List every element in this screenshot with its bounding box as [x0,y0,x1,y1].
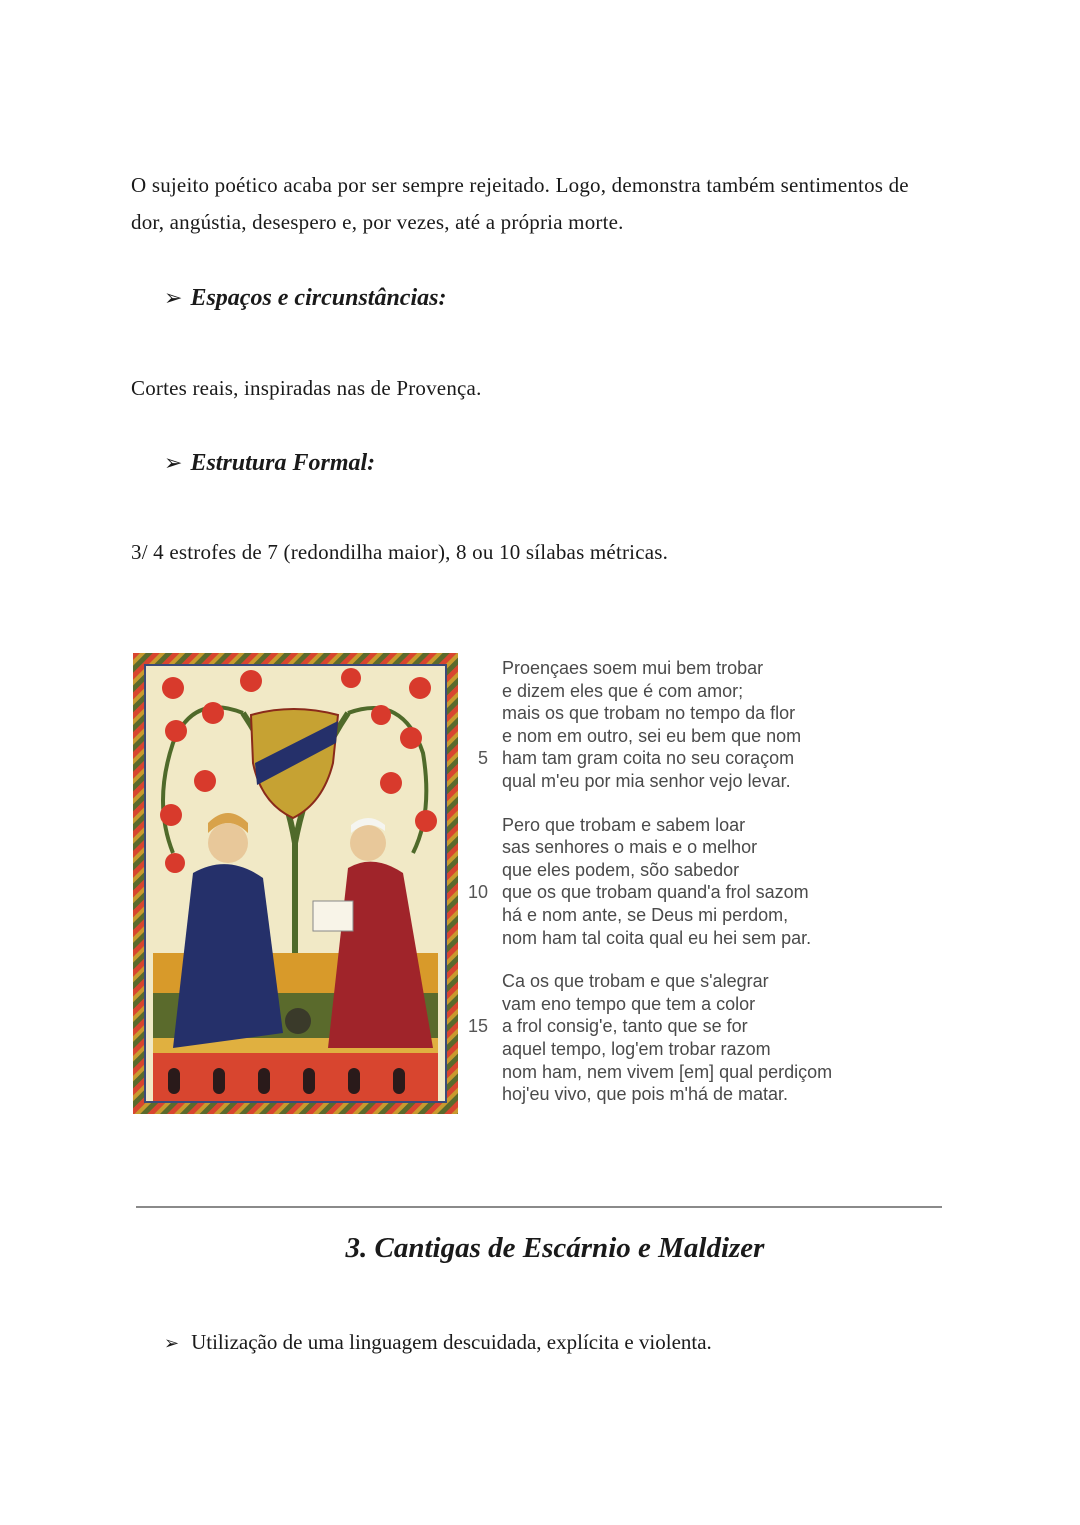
poem-line [466,1038,832,1061]
line-text: e dizem eles que é com amor; [502,680,744,701]
line-number [466,836,502,859]
poem-line [466,859,832,882]
poem-line [466,927,832,950]
poem-line [466,1015,832,1038]
line-number [466,680,502,703]
line-text: Pero que trobam e sabem loar [502,814,746,835]
poem-stanza [466,970,832,1106]
line-text: Proençaes soem mui bem trobar [502,658,764,678]
subheading-spaces [164,285,446,312]
line-number [466,1061,502,1084]
poem-line [466,881,832,904]
poem-line [466,1061,832,1084]
line-number [466,993,502,1016]
line-number: 5 [477,748,488,769]
formal-structure-paragraph: 3/ 4 estrofes de 7 (redondilha maior), 8 ou 10 sílabas métricas. [131,540,669,564]
line-text: sas senhores o mais e o melhor [502,837,758,858]
horizontal-divider [136,1206,942,1208]
subheading-text: Espaços e circunstâncias: [190,285,447,311]
line-number [466,657,502,680]
line-number [466,814,502,837]
line-number [466,1038,502,1061]
line-text: a frol consig'e, tanto que se for [502,1016,748,1037]
poem-line [466,657,832,680]
bullet-text: Utilização de uma linguagem descuidada, explícita e violenta. [191,1330,712,1354]
intro-paragraph: O sujeito poético acaba por ser sempre rejeitado. Logo, demonstra também sentimentos de dor, angústia, desespero e, por vezes, até a própria morte. [131,173,909,234]
line-number: 10 [467,882,488,903]
arrow-bullet-icon: ➢ [164,285,183,310]
line-text: mais os que trobam no tempo da flor [502,703,796,724]
line-text: há e nom ante, se Deus mi perdom, [502,904,789,925]
subheading-formal-structure [164,450,375,477]
poem-line [466,1083,832,1106]
arrow-bullet-icon: ➢ [164,1333,180,1353]
line-text: vam eno tempo que tem a color [502,993,756,1014]
line-text: que os que trobam quand'a frol sazom [502,882,809,903]
line-text: qual m'eu por mia senhor vejo levar. [502,770,791,791]
bullet-item [164,1330,712,1355]
line-number [466,770,502,793]
line-text: nom ham tal coita qual eu hei sem par. [502,927,812,948]
poem-line [466,747,832,770]
section-title: 3. Cantigas de Escárnio e Maldizer [345,1232,765,1264]
line-number [466,702,502,725]
arrow-bullet-icon: ➢ [164,450,183,475]
line-number [466,859,502,882]
line-text: ham tam gram coita no seu coraçom [502,748,795,769]
poem-line [466,725,832,748]
poem-line [466,814,832,837]
poem-line [466,993,832,1016]
spaces-paragraph: Cortes reais, inspiradas nas de Provença. [131,376,482,400]
manuscript-illustration [133,653,458,1114]
line-text: nom ham, nem vivem [em] qual perdiçom [502,1061,833,1082]
line-text: que eles podem, sõo sabedor [502,859,740,880]
poem-line [466,770,832,793]
poem-stanza [466,657,832,793]
poem-line [466,702,832,725]
line-number: 15 [467,1016,488,1037]
poem-stanza [466,814,832,950]
line-text: hoj'eu vivo, que pois m'há de matar. [502,1084,789,1105]
line-number [466,725,502,748]
poem-line [466,970,832,993]
poem-text [466,657,832,1127]
line-text: e nom em outro, sei eu bem que nom [502,725,802,746]
line-number [466,970,502,993]
line-number [466,904,502,927]
line-text: Ca os que trobam e que s'alegrar [502,971,769,992]
subheading-text: Estrutura Formal: [190,450,376,476]
line-text: aquel tempo, log'em trobar razom [502,1038,771,1059]
line-number [466,927,502,950]
line-number [466,1083,502,1106]
poem-line [466,836,832,859]
poem-line [466,680,832,703]
poem-line [466,904,832,927]
